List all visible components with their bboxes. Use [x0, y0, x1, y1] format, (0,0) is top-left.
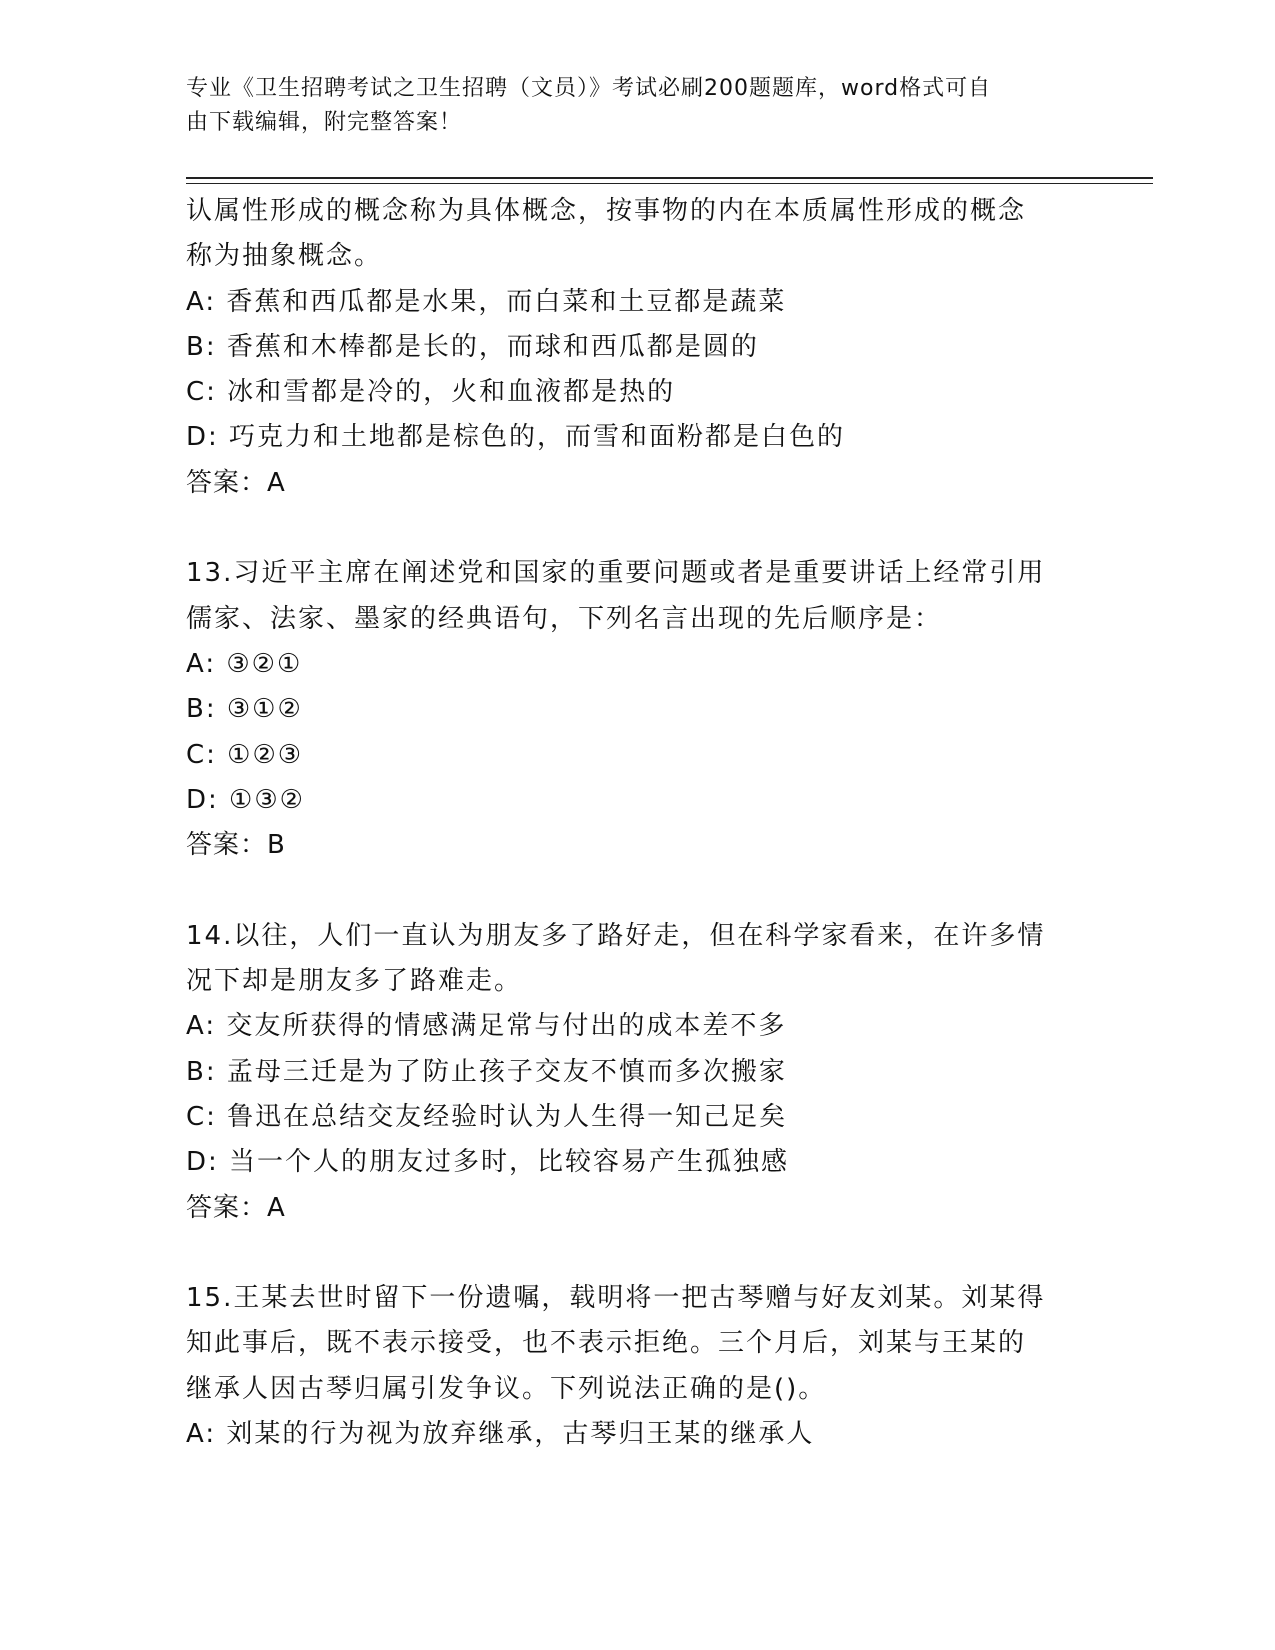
question-stem: 儒家、法家、墨家的经典语句，下列名言出现的先后顺序是：	[186, 603, 943, 634]
answer: 答案：B	[186, 830, 286, 861]
option-a: A: 香蕉和西瓜都是水果，而白菜和土豆都是蔬菜	[186, 286, 787, 317]
header-divider-thin	[186, 183, 1153, 184]
question-stem: 15.王某去世时留下一份遗嘱，载明将一把古琴赠与好友刘某。刘某得	[186, 1283, 1046, 1314]
answer: 答案：A	[186, 467, 286, 498]
option-a: A: ③②①	[186, 648, 303, 679]
answer: 答案：A	[186, 1192, 286, 1223]
question-15	[186, 1276, 1086, 1457]
question-stem: 继承人因古琴归属引发争议。下列说法正确的是()。	[186, 1373, 827, 1404]
option-a: A: 刘某的行为视为放弃继承，古琴归王某的继承人	[186, 1419, 815, 1450]
question-14	[186, 914, 1086, 1231]
header-divider-thick	[186, 177, 1153, 179]
option-a: A: 交友所获得的情感满足常与付出的成本差不多	[186, 1011, 787, 1042]
question-text: 称为抽象概念。	[186, 241, 383, 272]
option-c: C: 鲁迅在总结交友经验时认为人生得一知己足矣	[186, 1101, 788, 1132]
question-text: 认属性形成的概念称为具体概念，按事物的内在本质属性形成的概念	[186, 196, 1027, 226]
option-d: D: 当一个人的朋友过多时，比较容易产生孤独感	[186, 1147, 790, 1178]
option-d: D: 巧克力和土地都是棕色的，而雪和面粉都是白色的	[186, 422, 846, 453]
document-header	[186, 72, 1066, 140]
option-d: D: ①③②	[186, 784, 305, 815]
spacer	[186, 1231, 1086, 1276]
option-c: C: ①②③	[186, 739, 304, 770]
question-stem: 14.以往，人们一直认为朋友多了路好走，但在科学家看来，在许多情	[186, 920, 1046, 951]
spacer	[186, 506, 1086, 551]
question-stem: 况下却是朋友多了路难走。	[186, 966, 523, 997]
option-c: C: 冰和雪都是冷的，火和血液都是热的	[186, 377, 676, 408]
spacer	[186, 868, 1086, 913]
header-line-2: 由下载编辑，附完整答案！	[186, 110, 463, 135]
option-b: B: ③①②	[186, 694, 303, 725]
option-b: B: 香蕉和木棒都是长的，而球和西瓜都是圆的	[186, 331, 759, 362]
question-stem: 知此事后，既不表示接受，也不表示拒绝。三个月后，刘某与王某的	[186, 1328, 1027, 1359]
question-stem: 13.习近平主席在阐述党和国家的重要问题或者是重要讲话上经常引用	[186, 558, 1046, 589]
question-13	[186, 551, 1086, 868]
document-body	[186, 189, 1086, 1457]
header-line-1: 专业《卫生招聘考试之卫生招聘（文员）》考试必刷200题题库，word格式可自	[186, 76, 992, 101]
option-b: B: 孟母三迁是为了防止孩子交友不慎而多次搬家	[186, 1056, 787, 1087]
question-12-continued	[186, 189, 1086, 506]
